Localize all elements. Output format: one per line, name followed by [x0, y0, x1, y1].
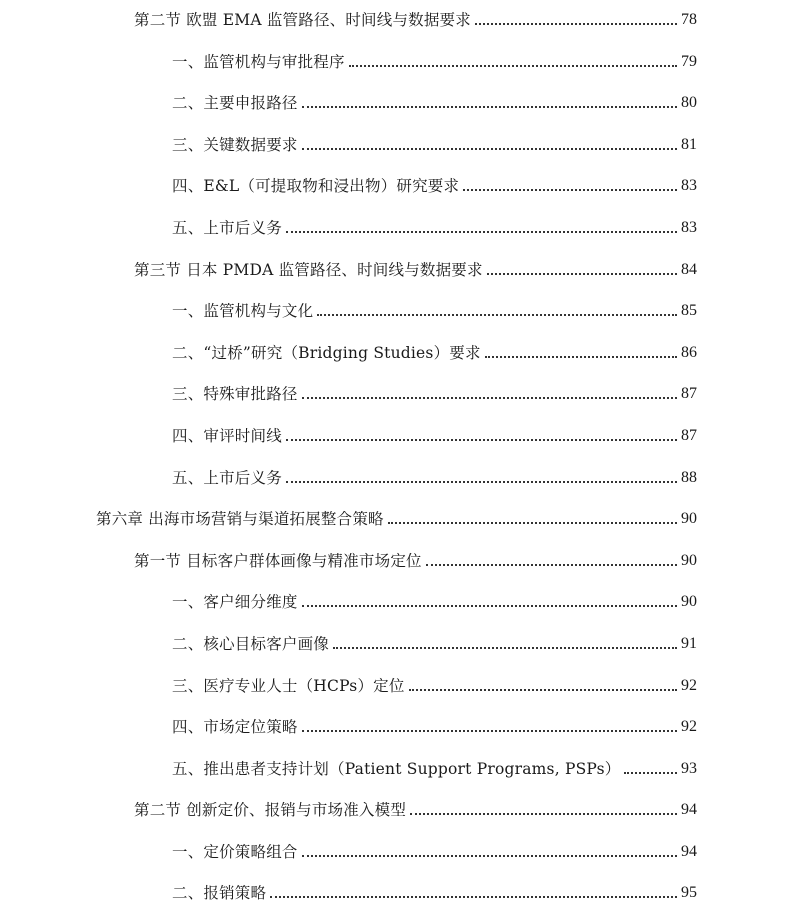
entry-label: 三、关键数据要求: [172, 136, 298, 154]
toc-entry[interactable]: [134, 6, 697, 30]
dot-leader: [302, 605, 677, 607]
entry-label: 二、报销策略: [172, 884, 267, 902]
page-number: 81: [681, 136, 697, 153]
page-number: 90: [681, 510, 697, 527]
entry-label: 第三节 日本 PMDA 监管路径、时间线与数据要求: [134, 261, 483, 279]
dot-leader: [426, 564, 677, 566]
toc-entry[interactable]: [172, 838, 697, 862]
toc-entry[interactable]: [172, 713, 697, 737]
entry-label: 第二节 创新定价、报销与市场准入模型: [134, 801, 407, 819]
toc-entry[interactable]: [172, 297, 697, 321]
dot-leader: [286, 481, 677, 483]
dot-leader: [317, 314, 677, 316]
dot-leader: [463, 189, 677, 191]
page-number: 87: [681, 385, 697, 402]
dot-leader: [286, 231, 677, 233]
dot-leader: [485, 356, 677, 358]
dot-leader: [302, 730, 677, 732]
entry-label: 五、上市后义务: [172, 469, 282, 487]
dot-leader: [302, 855, 677, 857]
toc-entry[interactable]: [172, 588, 697, 612]
entry-label: 三、特殊审批路径: [172, 385, 298, 403]
toc-entry[interactable]: [96, 505, 697, 529]
entry-label: 二、核心目标客户画像: [172, 635, 330, 653]
page-number: 90: [681, 552, 697, 569]
entry-label: 四、审评时间线: [172, 427, 282, 445]
entry-label: 四、E&L（可提取物和浸出物）研究要求: [172, 177, 460, 195]
entry-label: 五、推出患者支持计划（Patient Support Programs, PSPs）: [172, 760, 621, 778]
toc-entry[interactable]: [172, 48, 697, 72]
dot-leader: [302, 397, 677, 399]
page-number: 86: [681, 344, 697, 361]
dot-leader: [624, 772, 677, 774]
entry-label: 二、主要申报路径: [172, 94, 298, 112]
toc-entry[interactable]: [172, 422, 697, 446]
page-number: 94: [681, 843, 697, 860]
page-number: 92: [681, 718, 697, 735]
toc-entry[interactable]: [172, 339, 697, 363]
toc-entry[interactable]: [172, 172, 697, 196]
toc-entry[interactable]: [172, 630, 697, 654]
dot-leader: [487, 273, 677, 275]
dot-leader: [475, 23, 677, 25]
toc-entry[interactable]: [172, 380, 697, 404]
entry-label: 第二节 欧盟 EMA 监管路径、时间线与数据要求: [134, 11, 471, 29]
toc-entry[interactable]: [172, 214, 697, 238]
toc-entry[interactable]: [172, 755, 697, 779]
page-number: 93: [681, 760, 697, 777]
toc-entry[interactable]: [134, 547, 697, 571]
dot-leader: [388, 522, 677, 524]
page-number: 94: [681, 801, 697, 818]
page-number: 95: [681, 884, 697, 901]
entry-label: 第六章 出海市场营销与渠道拓展整合策略: [96, 510, 384, 528]
toc-entry[interactable]: [172, 879, 697, 903]
toc-entry[interactable]: [172, 464, 697, 488]
page-number: 80: [681, 94, 697, 111]
page-number: 87: [681, 427, 697, 444]
entry-label: 第一节 目标客户群体画像与精准市场定位: [134, 552, 422, 570]
entry-label: 一、监管机构与审批程序: [172, 53, 345, 71]
toc-entry[interactable]: [172, 89, 697, 113]
toc-entry[interactable]: [134, 256, 697, 280]
entry-label: 一、监管机构与文化: [172, 302, 314, 320]
page-number: 79: [681, 53, 697, 70]
entry-label: 三、医疗专业人士（HCPs）定位: [172, 677, 405, 695]
page-number: 78: [681, 11, 697, 28]
entry-label: 五、上市后义务: [172, 219, 282, 237]
dot-leader: [349, 65, 677, 67]
page-number: 84: [681, 261, 697, 278]
dot-leader: [410, 813, 677, 815]
dot-leader: [286, 439, 677, 441]
dot-leader: [409, 689, 677, 691]
page-number: 91: [681, 635, 697, 652]
dot-leader: [333, 647, 677, 649]
dot-leader: [302, 106, 677, 108]
page-number: 83: [681, 177, 697, 194]
toc-entry[interactable]: [134, 796, 697, 820]
page-number: 88: [681, 469, 697, 486]
entry-label: 二、“过桥”研究（Bridging Studies）要求: [172, 344, 481, 362]
toc-entry[interactable]: [172, 131, 697, 155]
entry-label: 一、客户细分维度: [172, 593, 298, 611]
entry-label: 四、市场定位策略: [172, 718, 298, 736]
page-number: 85: [681, 302, 697, 319]
toc-entry[interactable]: [172, 672, 697, 696]
entry-label: 一、定价策略组合: [172, 843, 298, 861]
page-number: 90: [681, 593, 697, 610]
dot-leader: [270, 896, 677, 898]
page-number: 83: [681, 219, 697, 236]
dot-leader: [302, 148, 677, 150]
page-number: 92: [681, 677, 697, 694]
